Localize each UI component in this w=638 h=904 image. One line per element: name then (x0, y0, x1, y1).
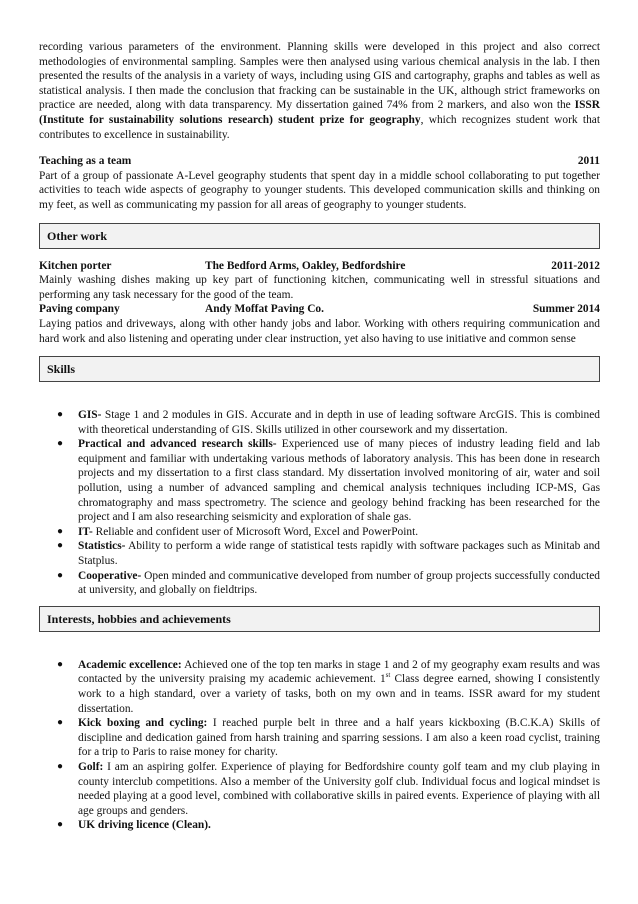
job-text: Mainly washing dishes making up key part of functioning kitchen, communicating well in stressful situations and performing any task necessary for the good of the team. (39, 274, 600, 301)
job-employer: The Bedford Arms, Oakley, Bedfordshire (205, 259, 406, 272)
bullet-icon: ● (57, 438, 64, 450)
job-header (39, 259, 600, 274)
bullet-icon: ● (57, 569, 64, 581)
section-interests: Interests, hobbies and achievements (39, 606, 600, 632)
section-other-work: Other work (39, 223, 600, 249)
list-item: ● Practical and advanced research skills- Experienced use of many pieces of industry leading field and lab equipment and familiar with undertaking various methods of laboratory analysis. This has been done in research projects and my dissertation to a first class standard. My dissertation involved monitoring of air, water and soil pollution, using a number of advanced sampling and chemical analysis techniques including ICP-MS, Gas chromatography and mass spectrometry. The science and geology behind fracking has been researched for the project and I am also researching seismicity and exploration of shale gas. (57, 438, 600, 524)
job-header (39, 302, 600, 317)
list-item: ● Statistics- Ability to perform a wide range of statistical tests rapidly with software packages such as Minitab and Statplus. (57, 540, 600, 568)
list-item: ● UK driving licence (Clean). (57, 819, 211, 832)
bullet-icon: ● (57, 525, 64, 537)
teaching-title: Teaching as a team (39, 155, 132, 168)
job-role: Paving company (39, 303, 120, 316)
job-text: Laying patios and driveways, along with other handy jobs and labor. Working with others requiring communication and hard work and also listening and operating under clear instruction, yet also having to use initiative and common sense (39, 317, 600, 345)
job-employer: Andy Moffat Paving Co. (205, 303, 324, 316)
bullet-icon: ● (57, 760, 64, 772)
teaching-text: Part of a group of passionate A-Level geography students that spent day in a middle school collaborating to put together activities to teach wide aspects of geography to younger students. This developed communication skills and thinking on my feet, as well as communicating my passion for all areas of geography to younger students. (39, 169, 600, 211)
list-item: ● Kick boxing and cycling: I reached purple belt in three and a half years kickboxing (B.C.K.A) Skills of discipline and dedication gained from harsh training and sparring sessions. I am also a keen road cyclist, training for a trip to Paris to raise money for charity. (57, 717, 600, 759)
teaching-header (39, 154, 600, 169)
bullet-icon: ● (57, 540, 64, 552)
cv-page (39, 40, 600, 833)
list-item: ● Golf: I am an aspiring golfer. Experience of playing for Bedfordshire county golf team and my club playing in county interclub competitions. Also a member of the University golf club. Individual focus and logical mindset is needed playing at a good level, combined with collaborative skills in paired events. Experience of playing with all age groups and genders. (57, 760, 600, 817)
job-date: Summer 2014 (532, 303, 600, 316)
bullet-icon: ● (57, 658, 64, 670)
issr-prize: ISSR (Institute for sustainability solutions research) student prize for geography (39, 99, 600, 126)
list-item: ● GIS- Stage 1 and 2 modules in GIS. Accurate and in depth in use of leading software ArcGIS. This is combined with theoretical understanding of GIS. Skills utilized in other coursework and my dissertation. (57, 409, 600, 436)
skills-list (39, 408, 600, 598)
list-item: ● IT- Reliable and confident user of Microsoft Word, Excel and PowerPoint. (57, 525, 419, 538)
teaching-year: 2011 (577, 155, 600, 168)
bullet-icon: ● (57, 409, 64, 421)
list-item: ● Cooperative- Open minded and communicative developed from number of group projects successfully conducted at university, and globally on fieldtrips. (57, 569, 600, 597)
job-role: Kitchen porter (39, 259, 112, 272)
dissertation-paragraph: recording various parameters of the environment. Planning skills were developed in this project and also correct methodologies of environmental sampling. Samples were then analysed using various chemical analysis in the lab. I then presented the results of the analysis in a variety of ways, including using GIS and cartography, graphs and tables as well as statistical analysis. I then made the conclusion that fracking can be sustainable in the UK, although strict frameworks on practice are needed, along with data transparency. My dissertation gained 74% from 2 markers, and also won the ISSR (Institute for sustainability solutions research) student prize for geography, which recognizes student work that contributes to excellence in sustainability. (39, 41, 600, 141)
bullet-icon: ● (57, 819, 64, 831)
job-date: 2011-2012 (551, 259, 600, 272)
section-skills: Skills (39, 356, 600, 382)
bullet-icon: ● (57, 717, 64, 729)
list-item: ● Academic excellence: Achieved one of the top ten marks in stage 1 and 2 of my geography exam results and was contacted by the university praising my academic achievement. 1st Class degree earned, showing I consistently work to a high standard, over a variety of tasks, both on my own and in teams. ISSR award for my student dissertation. (57, 658, 600, 715)
interests-list (39, 658, 600, 833)
